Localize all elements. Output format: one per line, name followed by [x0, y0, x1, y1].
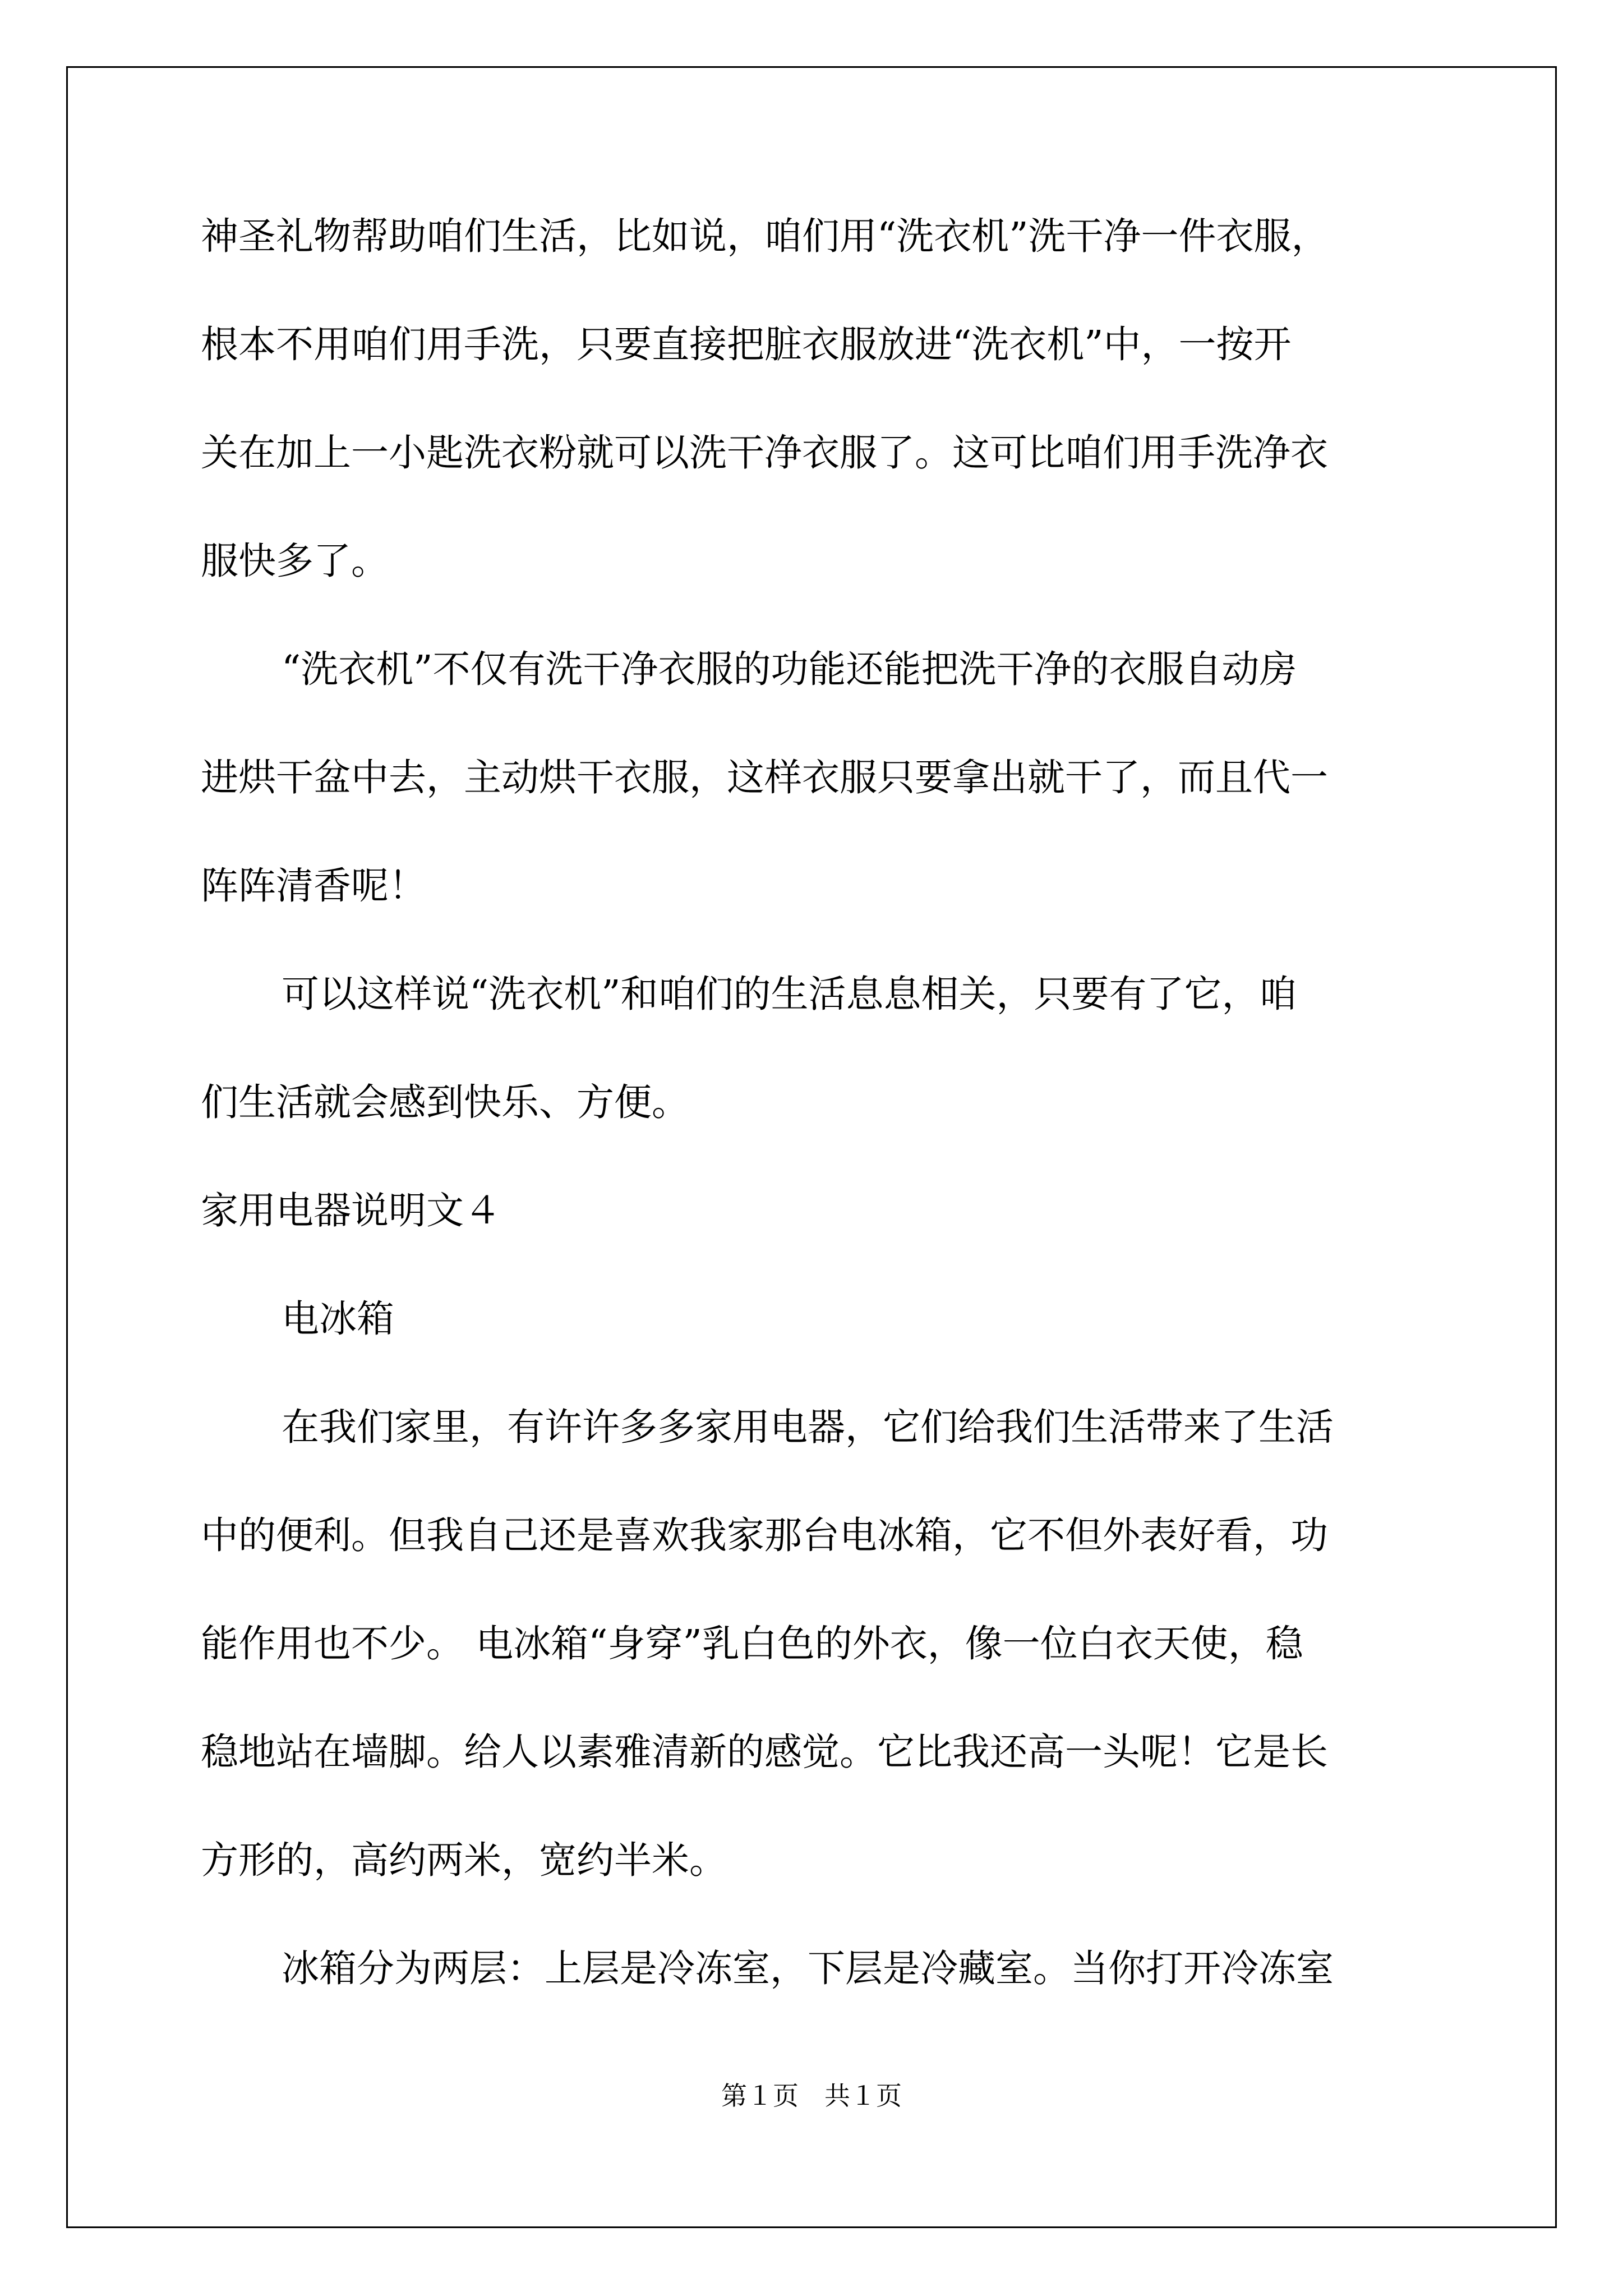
- paragraph-1-line-1: 神圣礼物帮助咱们生活，比如说，咱们用“洗衣机”洗干净一件衣服，: [201, 214, 1329, 258]
- paragraph-1-line-2: 根本不用咱们用手洗，只要直接把脏衣服放进“洗衣机”中，一按开: [201, 323, 1292, 366]
- paragraph-4-line-2: 中的便利。但我自己还是喜欢我家那台电冰箱，它不但外表好看，功: [201, 1513, 1328, 1557]
- paragraph-3-line-2: 们生活就会感到快乐、方便。: [201, 1080, 689, 1124]
- paragraph-1-line-4: 服快多了。: [201, 539, 389, 583]
- section-heading: 家用电器说明文４: [201, 1189, 501, 1232]
- paragraph-4-line-1: 在我们家里，有许许多多家用电器，它们给我们生活带来了生活: [282, 1405, 1334, 1449]
- paragraph-4-line-4: 稳地站在墙脚。给人以素雅清新的感觉。它比我还高一头呢！它是长: [201, 1730, 1328, 1774]
- paragraph-2-line-2: 进烘干盆中去，主动烘干衣服，这样衣服只要拿出就干了，而且代一: [201, 756, 1328, 799]
- paragraph-5-line-1: 冰箱分为两层：上层是冷冻室，下层是冷藏室。当你打开冷冻室: [282, 1947, 1334, 1990]
- paragraph-1-line-3: 关在加上一小匙洗衣粉就可以洗干净衣服了。这可比咱们用手洗净衣: [201, 431, 1328, 475]
- page-footer: 第１页 共１页: [721, 2081, 902, 2111]
- paragraph-2-line-3: 阵阵清香呢！: [201, 864, 426, 908]
- section-subtitle: 电冰箱: [282, 1297, 394, 1341]
- paragraph-4-line-5: 方形的，高约两米，宽约半米。: [201, 1838, 727, 1882]
- page-border: [66, 66, 1557, 2228]
- paragraph-4-line-3: 能作用也不少。 电冰箱“身穿”乳白色的外衣，像一位白衣天使，稳: [201, 1622, 1303, 1665]
- paragraph-3-line-1: 可以这样说“洗衣机”和咱们的生活息息相关，只要有了它，咱: [282, 972, 1297, 1016]
- paragraph-2-line-1: “洗衣机”不仅有洗干净衣服的功能还能把洗干净的衣服自动房: [282, 647, 1297, 691]
